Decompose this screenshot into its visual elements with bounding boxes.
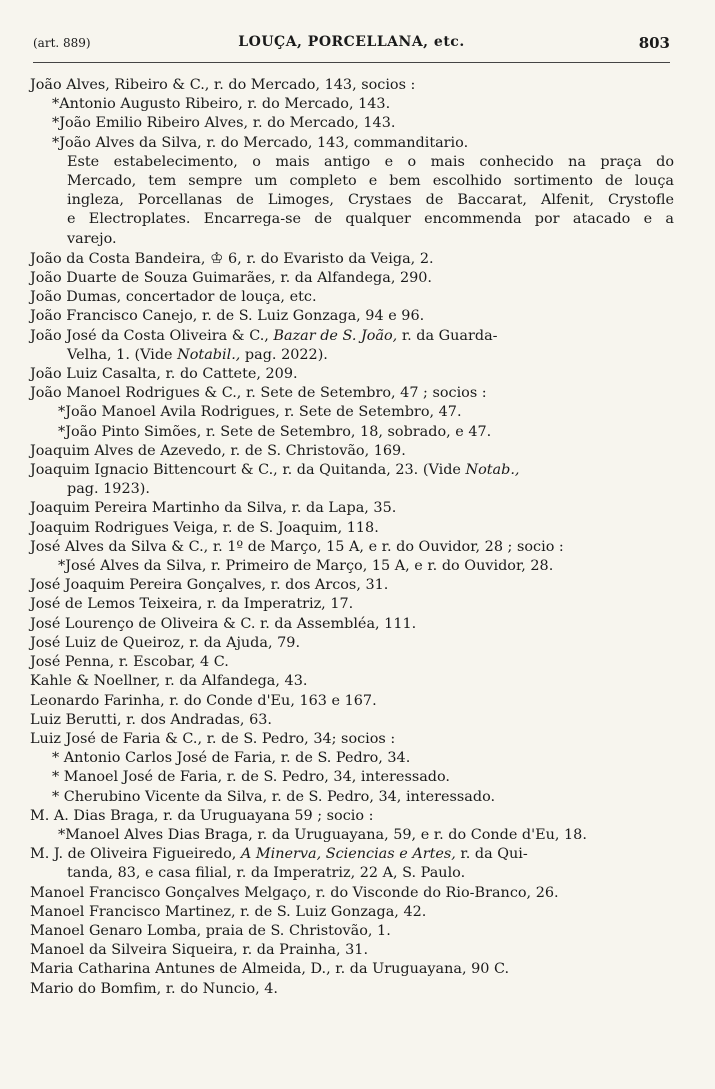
entry: João Dumas, concertador de louça, etc. [30,289,317,306]
entry: M. A. Dias Braga, r. da Uruguayana 59 ; socio : [30,807,374,824]
entry: João Luiz Casalta, r. do Cattete, 209. [30,366,298,383]
description-line: Mercado, tem sempre um completo e bem escolhido sortimento de louça [67,173,674,190]
entry: M. J. de Oliveira Figueiredo, A Minerva, Sciencias e Artes, r. da Qui- [30,846,528,863]
entry: Joaquim Alves de Azevedo, r. de S. Christovão, 169. [30,442,406,459]
entry: José Alves da Silva & C., r. 1º de Março, 15 A, e r. do Ouvidor, 28 ; socio : [30,538,564,555]
partner-line: *José Alves da Silva, r. Primeiro de Março, 15 A, e r. do Ouvidor, 28. [58,558,554,575]
entry: João Francisco Canejo, r. de S. Luiz Gonzaga, 94 e 96. [30,308,425,325]
entry-continuation: tanda, 83, e casa filial, r. da Imperatriz, 22 A, S. Paulo. [67,865,466,882]
entry: Joaquim Ignacio Bittencourt & C., r. da Quitanda, 23. (Vide Notab., [30,462,520,479]
entry: João Alves, Ribeiro & C., r. do Mercado, 143, socios : [30,77,416,93]
partner-line: *João Emilio Ribeiro Alves, r. do Mercado, 143. [52,115,396,132]
entry: Manoel da Silveira Siqueira, r. da Prainha, 31. [30,942,369,959]
entry: Manoel Genaro Lomba, praia de S. Christovão, 1. [30,922,391,939]
entry: Luiz Berutti, r. dos Andradas, 63. [30,711,272,728]
partner-line: *João Alves da Silva, r. do Mercado, 143, commanditario. [52,134,469,151]
partner-line: *Manoel Alves Dias Braga, r. da Uruguayana, 59, e r. do Conde d'Eu, 18. [58,826,587,843]
partner-line: * Manoel José de Faria, r. de S. Pedro, 34, interessado. [52,769,450,786]
page-header [33,34,670,56]
entry: Maria Catharina Antunes de Almeida, D., r. da Uruguayana, 90 C. [30,961,510,978]
description-line: varejo. [67,230,117,247]
entry: João da Costa Bandeira, ♔ 6, r. do Evaristo da Veiga, 2. [30,248,434,267]
entry: Manoel Francisco Gonçalves Melgaço, r. do Visconde do Rio-Branco, 26. [30,884,559,901]
page-number: 803 [638,34,670,52]
entry: José Penna, r. Escobar, 4 C. [30,654,229,671]
entry: João José da Costa Oliveira & C., Bazar de S. João, r. da Guarda- [30,327,498,344]
entry-continuation: Velha, 1. (Vide Notabil., pag. 2022). [67,346,328,363]
directory-listing [30,76,674,999]
entry: Manoel Francisco Martinez, r. de S. Luiz Gonzaga, 42. [30,903,427,920]
entry: Leonardo Farinha, r. do Conde d'Eu, 163 e 167. [30,692,377,709]
entry: Luiz José de Faria & C., r. de S. Pedro, 34; socios : [30,730,396,747]
entry: Kahle & Noellner, r. da Alfandega, 43. [30,673,308,690]
description-line: e Electroplates. Encarrega-se de qualquer encommenda por atacado e a [67,211,674,228]
header-rule [33,62,670,63]
entry: Joaquim Pereira Martinho da Silva, r. da Lapa, 35. [30,500,397,517]
entry-continuation: pag. 1923). [67,481,150,498]
crown-ornament-icon: ♔ [209,248,224,267]
section-title: LOUÇA, PORCELLANA, etc. [238,34,465,50]
description-line: Este estabelecimento, o mais antigo e o mais conhecido na praça do [67,153,674,170]
partner-line: *Antonio Augusto Ribeiro, r. do Mercado, 143. [52,96,391,113]
entry: João Manoel Rodrigues & C., r. Sete de Setembro, 47 ; socios : [30,385,487,402]
entry: José Luiz de Queiroz, r. da Ajuda, 79. [30,634,301,651]
article-ref: (art. 889) [33,36,91,50]
partner-line: *João Manoel Avila Rodrigues, r. Sete de Setembro, 47. [58,404,462,421]
entry: João Duarte de Souza Guimarães, r. da Alfandega, 290. [30,270,433,287]
entry: Joaquim Rodrigues Veiga, r. de S. Joaquim, 118. [30,519,379,536]
entry: José Lourenço de Oliveira & C. r. da Assembléa, 111. [30,615,417,632]
description-line: ingleza, Porcellanas de Limoges, Crystaes de Baccarat, Alfenit, Crystofle [67,192,674,209]
partner-line: * Cherubino Vicente da Silva, r. de S. Pedro, 34, interessado. [52,788,496,805]
entry: José Joaquim Pereira Gonçalves, r. dos Arcos, 31. [30,577,389,594]
partner-line: *João Pinto Simões, r. Sete de Setembro, 18, sobrado, e 47. [58,423,492,440]
entry: Mario do Bomfim, r. do Nuncio, 4. [30,980,278,997]
entry: José de Lemos Teixeira, r. da Imperatriz, 17. [30,596,354,613]
partner-line: * Antonio Carlos José de Faria, r. de S. Pedro, 34. [52,750,411,767]
